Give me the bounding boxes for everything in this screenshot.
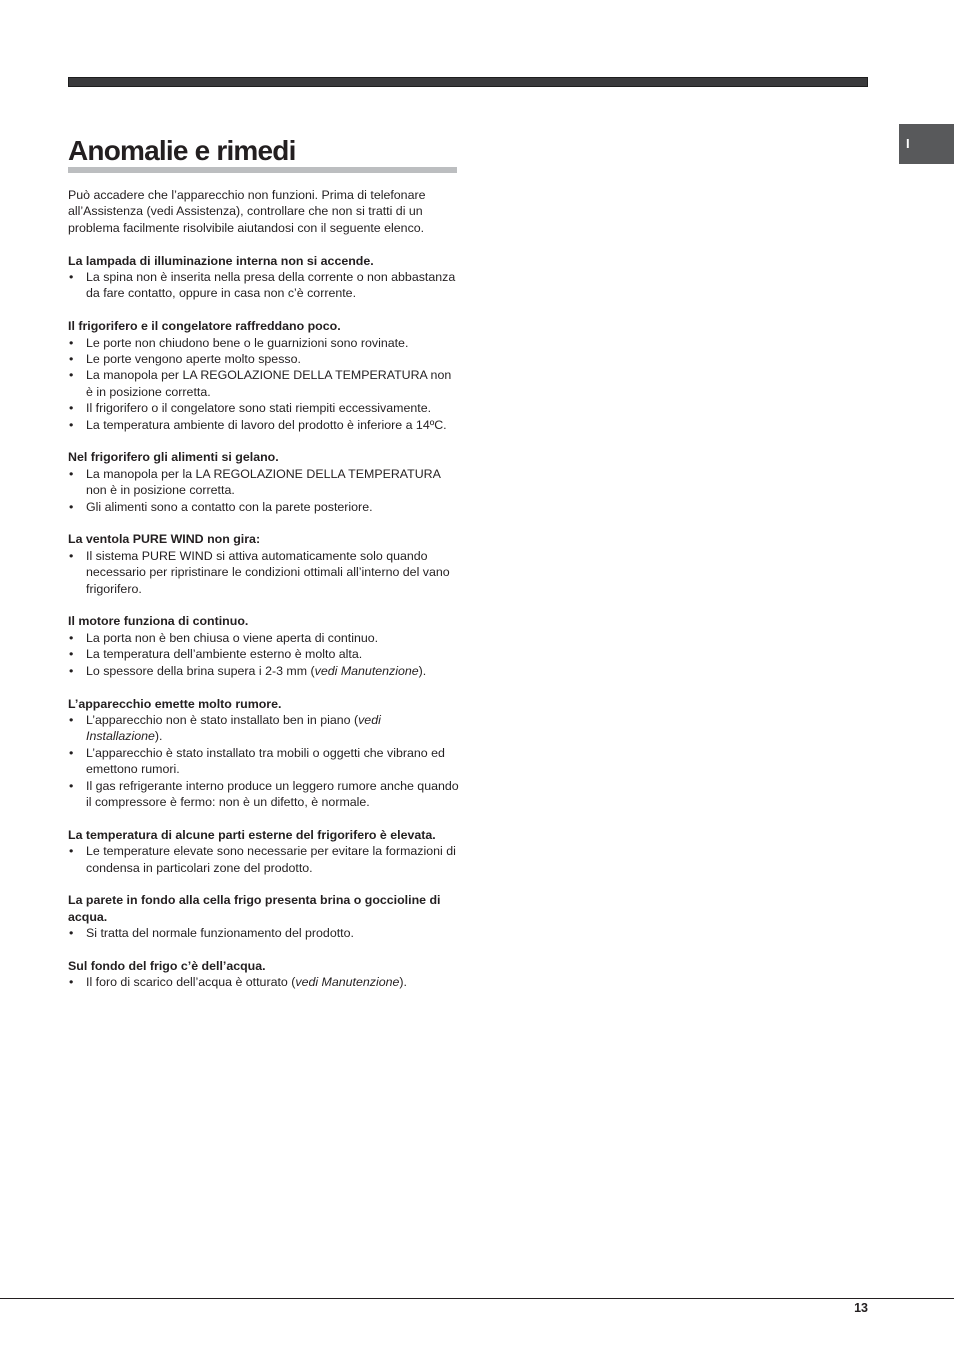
section-9 [68, 958, 460, 991]
section-2 [68, 318, 460, 433]
section-heading: La lampada di illuminazione interna non si accende. [68, 253, 374, 268]
cross-reference: vedi Manutenzione [314, 663, 419, 678]
section-heading: Nel frigorifero gli alimenti si gelano. [68, 450, 279, 465]
list-item: • Il frigorifero o il congelatore sono stati riempiti eccessivamente. [68, 400, 460, 416]
bullet-list [68, 630, 460, 679]
list-item: • La manopola per LA REGOLAZIONE DELLA TEMPERATURA non è in posizione corretta. [68, 367, 460, 400]
footer-rule [0, 1298, 954, 1299]
list-item: • La spina non è inserita nella presa della corrente o non abbastanza da fare contatto, oppure in casa non c’è corrente. [68, 269, 460, 302]
section-heading: La temperatura di alcune parti esterne del frigorifero è elevata. [68, 827, 436, 842]
page-title: Anomalie e rimedi [68, 135, 296, 166]
list-item: • Le porte vengono aperte molto spesso. [68, 351, 460, 367]
list-item: • La temperatura dell’ambiente esterno è molto alta. [68, 646, 460, 662]
list-item: • Si tratta del normale funzionamento del prodotto. [68, 925, 460, 941]
list-item: • Gli alimenti sono a contatto con la parete posteriore. [68, 499, 460, 515]
troubleshooting-content [68, 187, 460, 1007]
section-8 [68, 892, 460, 941]
list-item: • Il gas refrigerante interno produce un leggero rumore anche quando il compressore è fermo: non è un difetto, è normale. [68, 778, 460, 811]
bullet-list [68, 548, 460, 597]
section-heading: L’apparecchio emette molto rumore. [68, 696, 282, 711]
item-text-end: ). [154, 729, 163, 744]
section-heading: Il frigorifero e il congelatore raffreddano poco. [68, 319, 341, 334]
item-text-end: ). [418, 663, 427, 678]
item-text: Il foro di scarico dell’acqua è otturato ( [86, 975, 296, 990]
bullet-list [68, 335, 460, 433]
bullet-list [68, 712, 460, 810]
section-7 [68, 827, 460, 876]
list-item: • L’apparecchio è stato installato tra mobili o oggetti che vibrano ed emettono rumori. [68, 745, 460, 778]
section-heading: Il motore funziona di continuo. [68, 614, 249, 629]
list-item: • La porta non è ben chiusa o viene aperta di continuo. [68, 630, 460, 646]
item-text: Lo spessore della brina supera i 2-3 mm ( [86, 663, 315, 678]
bullet-list [68, 466, 460, 515]
list-item: • La manopola per la LA REGOLAZIONE DELLA TEMPERATURA non è in posizione corretta. [68, 466, 460, 499]
section-4 [68, 531, 460, 597]
section-heading: La ventola PURE WIND non gira: [68, 532, 261, 547]
section-1 [68, 253, 460, 302]
title-underline [68, 167, 457, 173]
list-item [68, 974, 460, 990]
bullet-list [68, 974, 460, 990]
section-5 [68, 613, 460, 679]
item-text: L’apparecchio non è stato installato ben in piano ( [86, 712, 359, 727]
cross-reference: vedi Manutenzione [295, 975, 400, 990]
list-item: • La temperatura ambiente di lavoro del prodotto è inferiore a 14ºC. [68, 417, 460, 433]
bullet-list [68, 925, 460, 941]
list-item: • Le porte non chiudono bene o le guarnizioni sono rovinate. [68, 335, 460, 351]
list-item: • Il sistema PURE WIND si attiva automaticamente solo quando necessario per ripristinare le condizioni ottimali all’interno del vano frigorifero. [68, 548, 460, 597]
section-heading: La parete in fondo alla cella frigo presenta brina o goccioline di acqua. [68, 893, 441, 924]
bullet-list [68, 843, 460, 876]
section-heading: Sul fondo del frigo c’è dell’acqua. [68, 958, 266, 973]
section-3 [68, 449, 460, 515]
cross-reference: vedi Installazione [86, 712, 381, 744]
intro-paragraph: Può accadere che l’apparecchio non funzioni. Prima di telefonare all’Assistenza (vedi Assistenza), controllare che non si tratti di un problema facilmente risolvibile aiutandosi con il seguente elenco. [68, 188, 426, 235]
language-tab: I [899, 124, 954, 164]
list-item: • Le temperature elevate sono necessarie per evitare la formazioni di condensa in particolari zone del prodotto. [68, 843, 460, 876]
section-6 [68, 696, 460, 811]
list-item [68, 712, 460, 745]
header-rule [68, 77, 868, 87]
page-number: 13 [854, 1301, 868, 1315]
bullet-list [68, 269, 460, 302]
item-text-end: ). [399, 975, 407, 990]
list-item [68, 663, 460, 679]
